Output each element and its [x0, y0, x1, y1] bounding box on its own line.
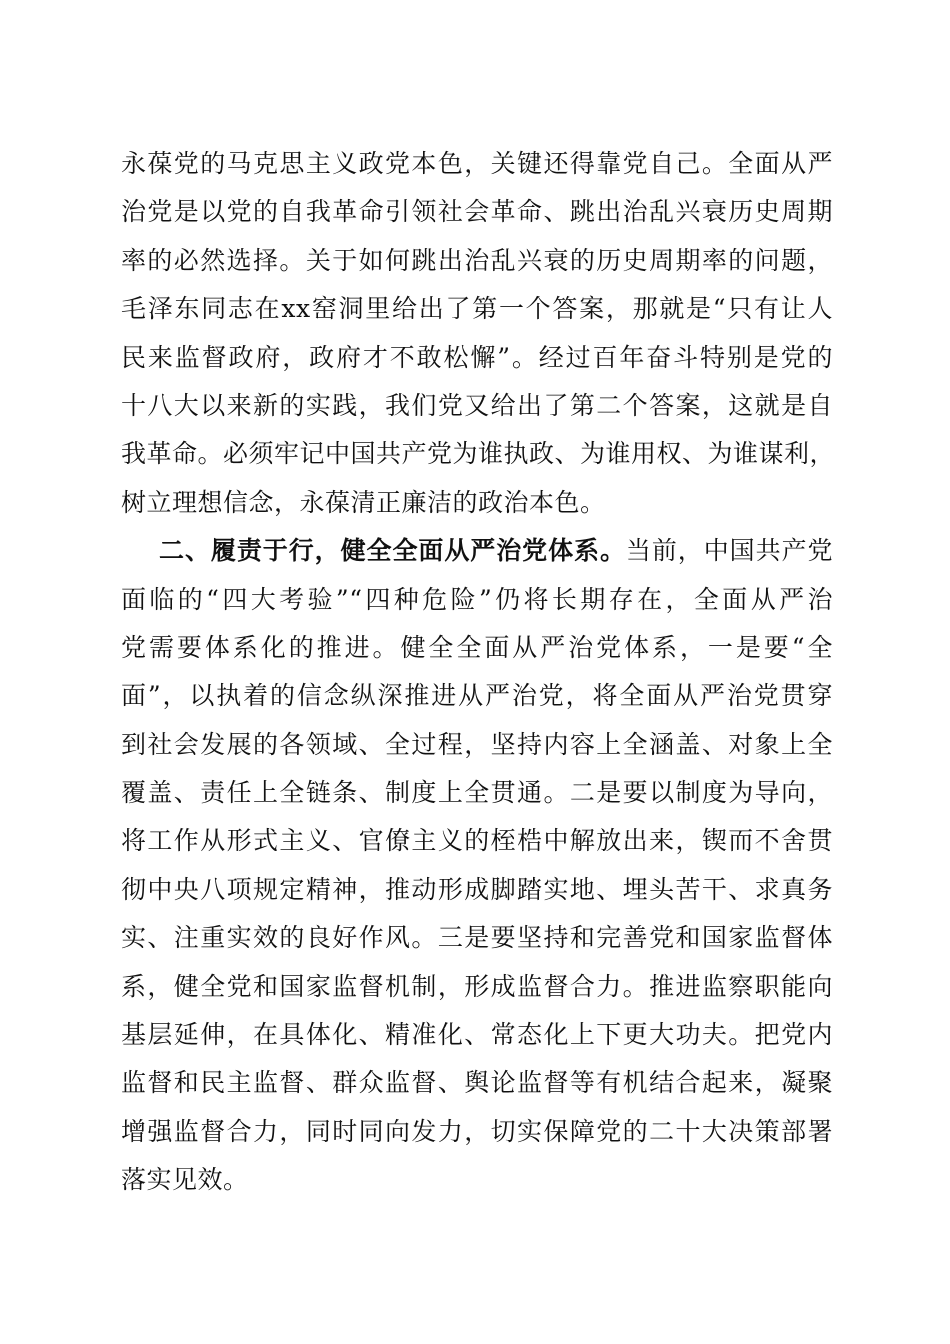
paragraph-2-line: 落实见效。 — [121, 1165, 249, 1195]
paragraph-1-line: 毛泽东同志在xx窑洞里给出了第一个答案，那就是“只有让人 — [121, 294, 833, 324]
paragraph-2-line: 实、注重实效的良好作风。三是要坚持和完善党和国家监督体 — [121, 923, 833, 953]
paragraph-2-line: 覆盖、责任上全链条、制度上全贯通。二是要以制度为导向， — [121, 778, 833, 808]
paragraph-2-line: 到社会发展的各领域、全过程，坚持内容上全涵盖、对象上全 — [121, 729, 833, 759]
paragraph-1-line: 率的必然选择。关于如何跳出治乱兴衰的历史周期率的问题， — [121, 245, 833, 275]
paragraph-1 — [121, 140, 836, 527]
paragraph-2-line: 将工作从形式主义、官僚主义的桎梏中解放出来，锲而不舍贯 — [121, 826, 833, 856]
paragraph-2-line: 面”，以执着的信念纵深推进从严治党，将全面从严治党贯穿 — [121, 681, 833, 711]
paragraph-2-line: 彻中央八项规定精神，推动形成脚踏实地、埋头苦干、求真务 — [121, 874, 833, 904]
paragraph-2-first-line — [121, 527, 833, 575]
paragraph-1-line: 民来监督政府，政府才不敢松懈”。经过百年奋斗特别是党的 — [121, 342, 833, 372]
paragraph-2-first-line-text: 当前，中国共产党 — [625, 536, 833, 566]
paragraph-2-line: 增强监督合力，同时同向发力，切实保障党的二十大决策部署 — [121, 1116, 833, 1146]
paragraph-1-line: 十八大以来新的实践，我们党又给出了第二个答案，这就是自 — [121, 390, 833, 420]
document-body — [121, 140, 836, 1205]
paragraph-1-line: 永葆党的马克思主义政党本色，关键还得靠党自己。全面从严 — [121, 149, 833, 178]
paragraph-2-line: 监督和民主监督、群众监督、舆论监督等有机结合起来，凝聚 — [121, 1068, 833, 1098]
paragraph-1-line: 治党是以党的自我革命引领社会革命、跳出治乱兴衰历史周期 — [121, 197, 833, 227]
paragraph-1-line: 树立理想信念，永葆清正廉洁的政治本色。 — [121, 487, 606, 517]
paragraph-1-line: 我革命。必须牢记中国共产党为谁执政、为谁用权、为谁谋利， — [121, 439, 836, 469]
section-heading: 二、履责于行，健全全面从严治党体系。 — [159, 536, 626, 566]
paragraph-2-line: 党需要体系化的推进。健全全面从严治党体系，一是要“全 — [121, 632, 833, 662]
paragraph-2-line: 系，健全党和国家监督机制，形成监督合力。推进监察职能向 — [121, 971, 833, 1001]
paragraph-2-line: 面临的“四大考验”“四种危险”仍将长期存在，全面从严治 — [121, 584, 833, 614]
paragraph-2-line: 基层延伸，在具体化、精准化、常态化上下更大功夫。把党内 — [121, 1020, 833, 1050]
paragraph-2 — [121, 527, 833, 1204]
